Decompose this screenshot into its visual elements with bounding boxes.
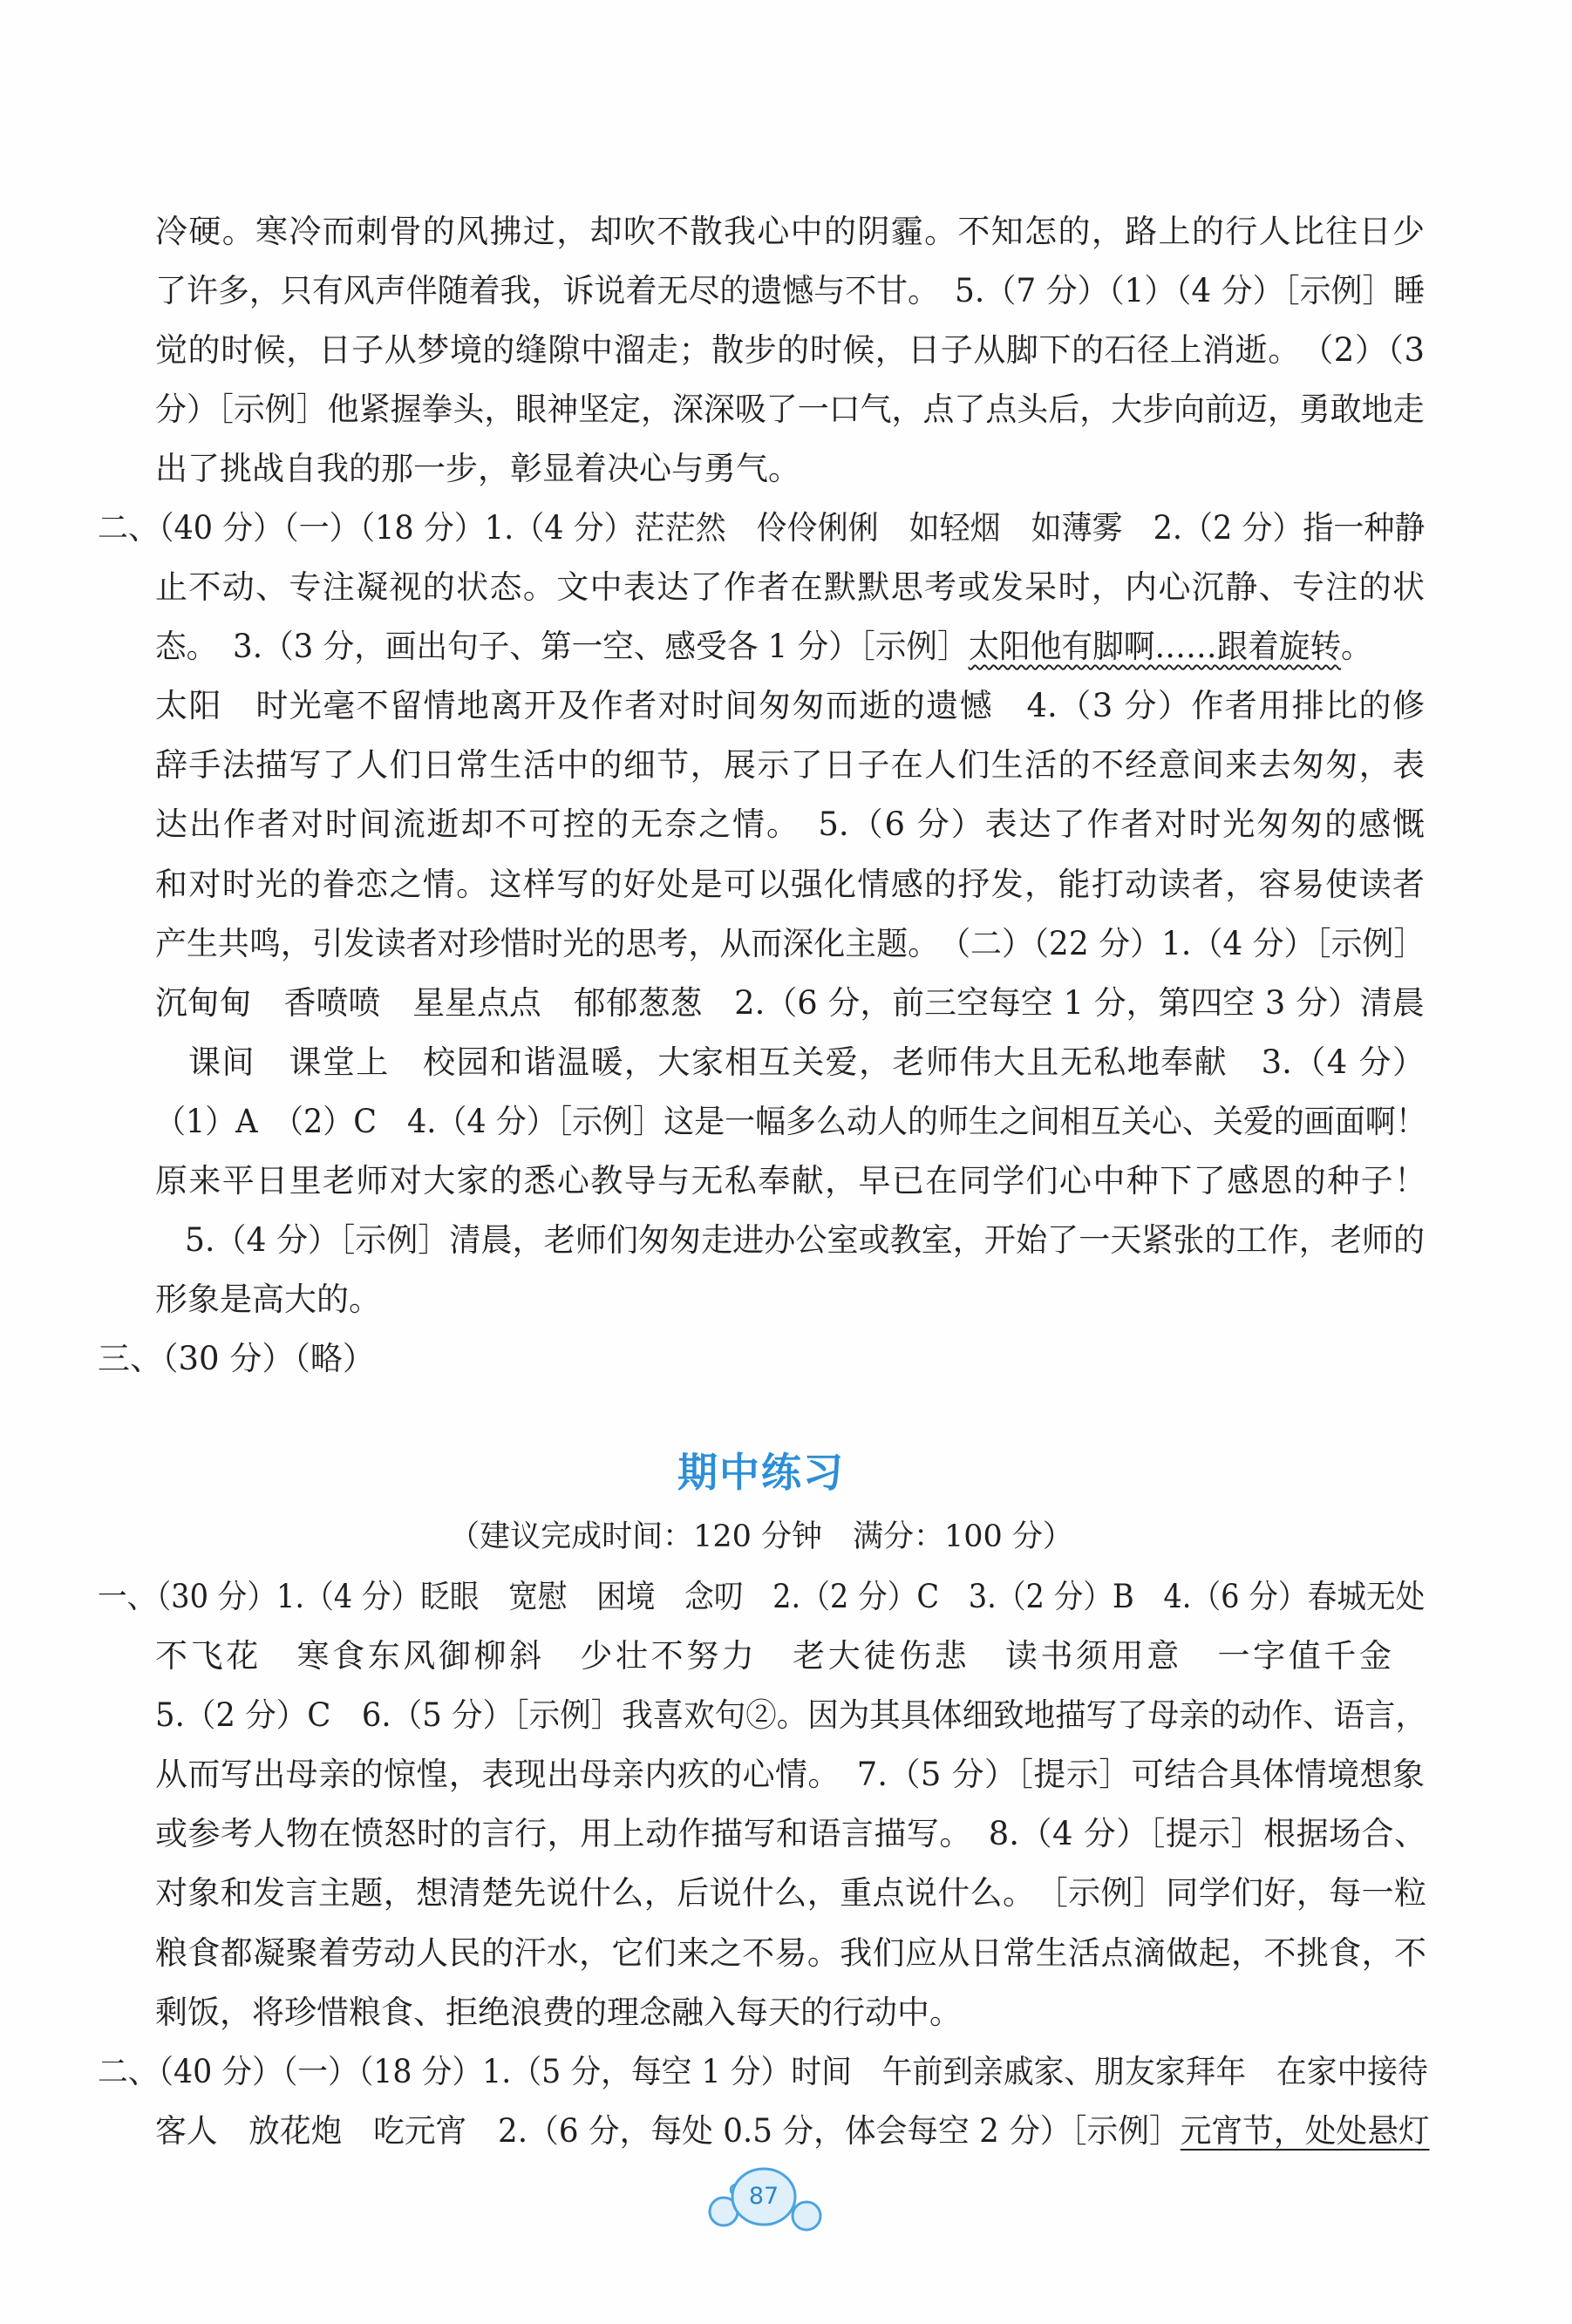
section-heading-line: 一、（30 分）1.（4 分）眨眼 宽慰 困境 念叨 2.（2 分）C 3.（2 分）B 4.（6 分）春城无处 — [98, 1578, 1426, 1615]
section-heading-line: 三、（30 分）（略） — [98, 1340, 375, 1377]
page-number: 87 — [748, 2183, 779, 2210]
answer-line: 出了挑战自我的那一步，彰显着决心与勇气。 — [155, 450, 800, 487]
answer-line: 沉甸甸 香喷喷 星星点点 郁郁葱葱 2.（6 分，前三空每空 1 分，第四空 3 分）清晨 — [155, 984, 1425, 1022]
section-title: 期中练习 — [677, 1449, 845, 1496]
answer-line: 形象是高大的。 — [155, 1281, 381, 1318]
section-heading-line: 二、（40 分）（一）（18 分）1.（5 分，每空 1 分）时间 午前到亲戚家、朋友家拜年 在家中接待 — [98, 2053, 1428, 2090]
answer-line: 达出作者对时间流逝却不可控的无奈之情。 5.（6 分）表达了作者对时光匆匆的感慨 — [155, 805, 1425, 843]
answer-line: 从而写出母亲的惊惶，表现出母亲内疚的心情。 7.（5 分）［提示］可结合具体情境想象 — [155, 1756, 1425, 1793]
answer-text: 客人 放花炮 吃元宵 2.（6 分，每处 0.5 分，体会每空 2 分）［示例］ — [155, 2112, 1181, 2150]
answer-line — [155, 617, 1372, 676]
time-limit-note: （建议完成时间：120 分钟 满分：100 分） — [449, 1519, 1073, 1554]
answer-line: 5.（4 分）［示例］清晨，老师们匆匆走进办公室或教室，开始了一天紧张的工作，老师的 — [185, 1221, 1426, 1259]
answer-line: 觉的时候，日子从梦境的缝隙中溜走；散步的时候，日子从脚下的石径上消逝。 （2）（3 — [155, 331, 1425, 369]
answer-line: 冷硬。寒冷而刺骨的风拂过，却吹不散我心中的阴霾。不知怎的，路上的行人比往日少 — [155, 213, 1425, 250]
answer-line: 5.（2 分）C 6.（5 分）［示例］我喜欢句②。因为其具体细致地描写了母亲的动作、语言， — [155, 1696, 1427, 1734]
answer-line: 剩饭，将珍惜粮食、拒绝浪费的理念融入每天的行动中。 — [155, 1994, 962, 2031]
answer-line: 了许多，只有风声伴随着我，诉说着无尽的遗憾与不甘。 5.（7 分）（1）（4 分）［示例］睡 — [155, 272, 1426, 309]
answer-line: 不飞花 寒食东风御柳斜 少壮不努力 老大徒伤悲 读书须用意 一字值千金 — [155, 1637, 1392, 1675]
answer-line: 止不动、专注凝视的状态。文中表达了作者在默默思考或发呆时，内心沉静、专注的状 — [155, 568, 1425, 606]
answer-text: 。 — [1341, 628, 1372, 665]
answer-text: 态。 3.（3 分，画出句子、第一空、感受各 1 分）［示例］ — [155, 628, 969, 665]
answer-line: 分）［示例］他紧握拳头，眼神坚定，深深吸了一口气，点了点头后，大步向前迈，勇敢地走 — [155, 391, 1425, 428]
answer-line: 和对时光的眷恋之情。这样写的好处是可以强化情感的抒发，能打动读者，容易使读者 — [155, 866, 1425, 903]
answer-line: 或参考人物在愤怒时的言行，用上动作描写和语言描写。 8.（4 分）［提示］根据场合、 — [155, 1815, 1426, 1852]
answer-line: 粮食都凝聚着劳动人民的汗水，它们来之不易。我们应从日常生活点滴做起，不挑食，不 — [155, 1934, 1426, 1972]
answer-line: 产生共鸣，引发读者对珍惜时光的思考，从而深化主题。 （二）（22 分）1.（4 分）［示例］ — [155, 925, 1426, 962]
answer-line: 课间 课堂上 校园和谐温暖，大家相互关爱，老师伟大且无私地奉献 3.（4 分） — [188, 1043, 1425, 1081]
answer-line: 太阳 时光毫不留情地离开及作者对时间匆匆而逝的遗憾 4.（3 分）作者用排比的修 — [155, 687, 1425, 724]
underlined-sentence: 元宵节，处处悬灯 — [1180, 2112, 1430, 2150]
answer-line: 对象和发言主题，想清楚先说什么，后说什么，重点说什么。 ［示例］同学们好，每一粒 — [155, 1874, 1426, 1912]
section-heading-line: 二、（40 分）（一）（18 分）1.（4 分）茫茫然 伶伶俐俐 如轻烟 如薄雾 2.（2 分）指一种静 — [98, 509, 1426, 547]
wavy-underlined-sentence: 太阳他有脚啊……跟着旋转 — [968, 628, 1342, 665]
answer-line: 原来平日里老师对大家的悉心教导与无私奉献，早已在同学们心中种下了感恩的种子！ — [155, 1162, 1426, 1199]
answer-line: 辞手法描写了人们日常生活中的细节，展示了日子在人们生活的不经意间来去匆匆，表 — [155, 746, 1425, 784]
answer-line: （1）A （2）C 4.（4 分）［示例］这是一幅多么动人的师生之间相互关心、关爱的画面啊！ — [155, 1103, 1426, 1140]
